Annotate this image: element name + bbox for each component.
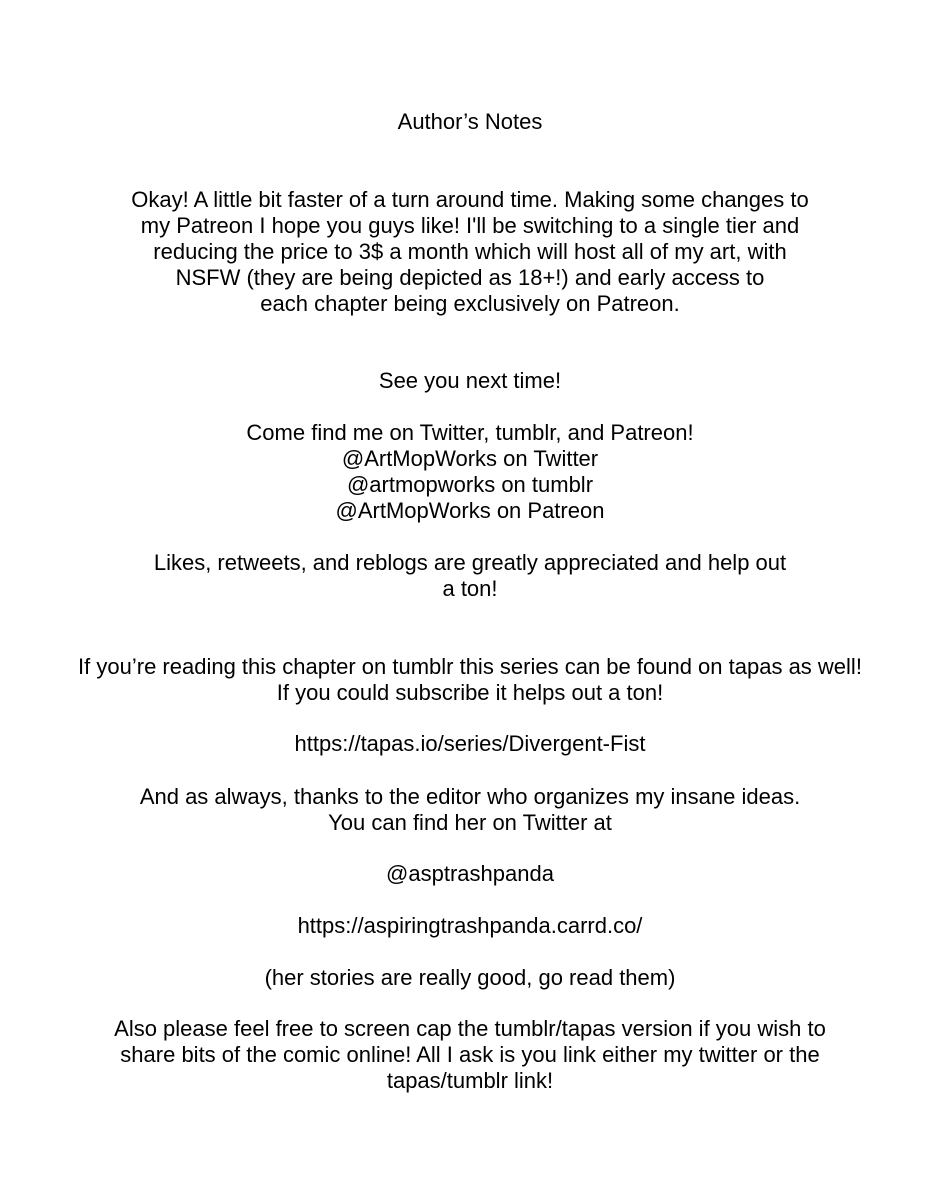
tumblr-handle: @artmopworks on tumblr (346, 472, 594, 497)
tapas-note-line-2: If you could subscribe it helps out a ton! (276, 680, 664, 705)
page-title: Author’s Notes (397, 109, 543, 134)
tapas-note-line-1: If you’re reading this chapter on tumblr this series can be found on tapas as well! (78, 654, 862, 679)
intro-line-1: Okay! A little bit faster of a turn around time. Making some changes to (131, 187, 809, 212)
closing-line-1: Also please feel free to screen cap the tumblr/tapas version if you wish to (114, 1016, 826, 1041)
editor-handle: @asptrashpanda (386, 861, 554, 886)
editor-line-2: You can find her on Twitter at (328, 810, 612, 835)
tapas-link: https://tapas.io/series/Divergent-Fist (294, 731, 646, 756)
intro-line-2: my Patreon I hope you guys like! I'll be switching to a single tier and (140, 213, 800, 238)
socials-heading: Come find me on Twitter, tumblr, and Patreon! (246, 420, 694, 445)
editor-note: (her stories are really good, go read them) (264, 965, 676, 990)
see-you-text: See you next time! (378, 368, 562, 393)
closing-line-3: tapas/tumblr link! (386, 1068, 554, 1093)
likes-line-2: a ton! (442, 576, 498, 601)
editor-line-1: And as always, thanks to the editor who organizes my insane ideas. (139, 784, 801, 809)
closing-line-2: share bits of the comic online! All I ask is you link either my twitter or the (120, 1042, 820, 1067)
likes-line-1: Likes, retweets, and reblogs are greatly appreciated and help out (153, 550, 787, 575)
intro-line-3: reducing the price to 3$ a month which will host all of my art, with (153, 239, 787, 264)
editor-link: https://aspiringtrashpanda.carrd.co/ (297, 913, 643, 938)
intro-line-4: NSFW (they are being depicted as 18+!) and early access to (175, 265, 765, 290)
twitter-handle: @ArtMopWorks on Twitter (341, 446, 599, 471)
intro-line-5: each chapter being exclusively on Patreon. (260, 291, 680, 316)
patreon-handle: @ArtMopWorks on Patreon (335, 498, 605, 523)
